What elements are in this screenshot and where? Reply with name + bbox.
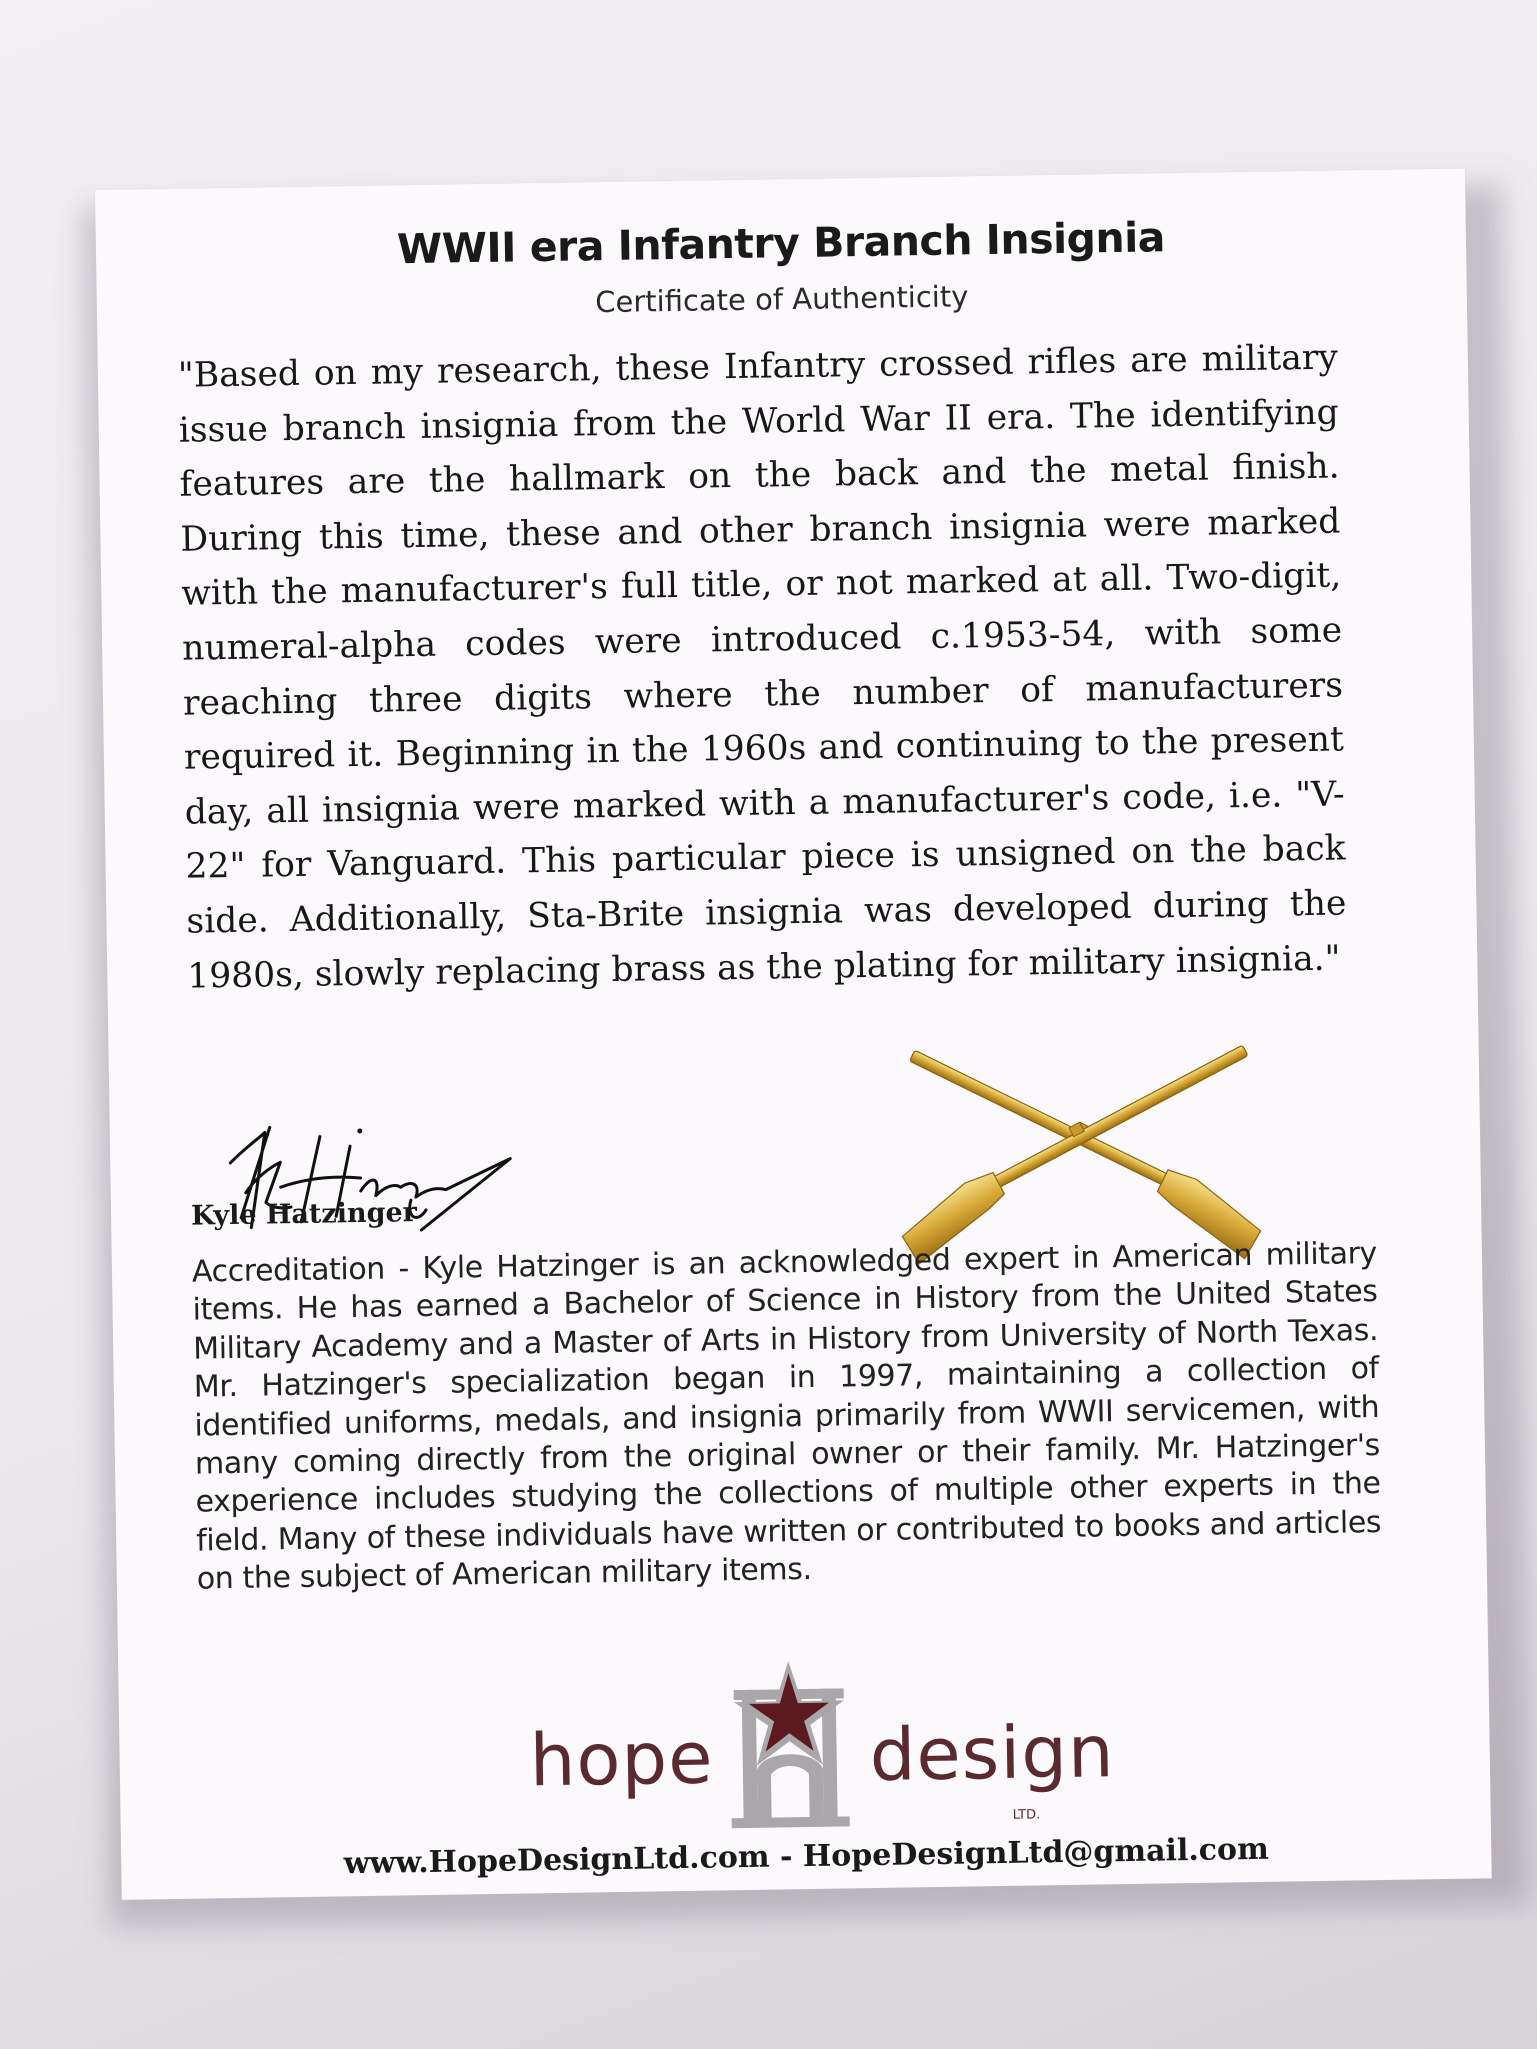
accreditation-text: Accreditation - Kyle Hatzinger is an acknowledged expert in American military items. He has earned a Bachelor of Science in History from the United States Military Academy and a Master of Arts in History from University of North Texas. Mr. Hatzinger's specialization began in 1997, maintaining a collection of identified uniforms, medals, and insignia primarily from WWII servicemen, with many coming directly from the original owner or their family. Mr. Hatzinger's experience includes studying the collections of multiple other experts in the field. Many of these individuals have written or contributed to books and articles on the subject of American military items. (191, 1235, 1382, 1597)
hd-star-monogram-icon (723, 1658, 856, 1830)
logo-word-hope: hope (529, 1715, 715, 1803)
logo-ltd-suffix: LTD. (1012, 1807, 1041, 1823)
expert-quote: "Based on my research, these Infantry crossed rifles are military issue branch insignia from the World War II era. The identifying features are the hallmark on the back and the metal finish. During this time, these and other branch insignia were marked with the manufacturer's full title, or not marked at all. Two-digit, numeral-alpha codes were introduced c.1953-54, with some reaching three digits where the number of manufacturers required it. Beginning in the 1960s and continuing to the present day, all insignia were marked with a manufacturer's code, i.e. "V-22" for Vanguard. This particular piece is unsigned on the back side. Additionally, Sta-Brite insignia was developed during the 1980s, slowly replacing brass as the plating for military insignia." (177, 337, 1347, 997)
certificate-subtitle: Certificate of Authenticity (594, 279, 969, 320)
logo-word-design: design (869, 1709, 1116, 1798)
crossed-rifles-icon (868, 1021, 1292, 1268)
hope-design-logo (528, 1654, 1131, 1843)
contact-info: www.HopeDesignLtd.com - HopeDesignLtd@gmail.com (343, 1831, 1270, 1882)
certificate-title: WWII era Infantry Branch Insignia (396, 213, 1166, 274)
certificate-card (95, 168, 1492, 1899)
signer-name: Kyle Hatzinger (190, 1197, 418, 1232)
